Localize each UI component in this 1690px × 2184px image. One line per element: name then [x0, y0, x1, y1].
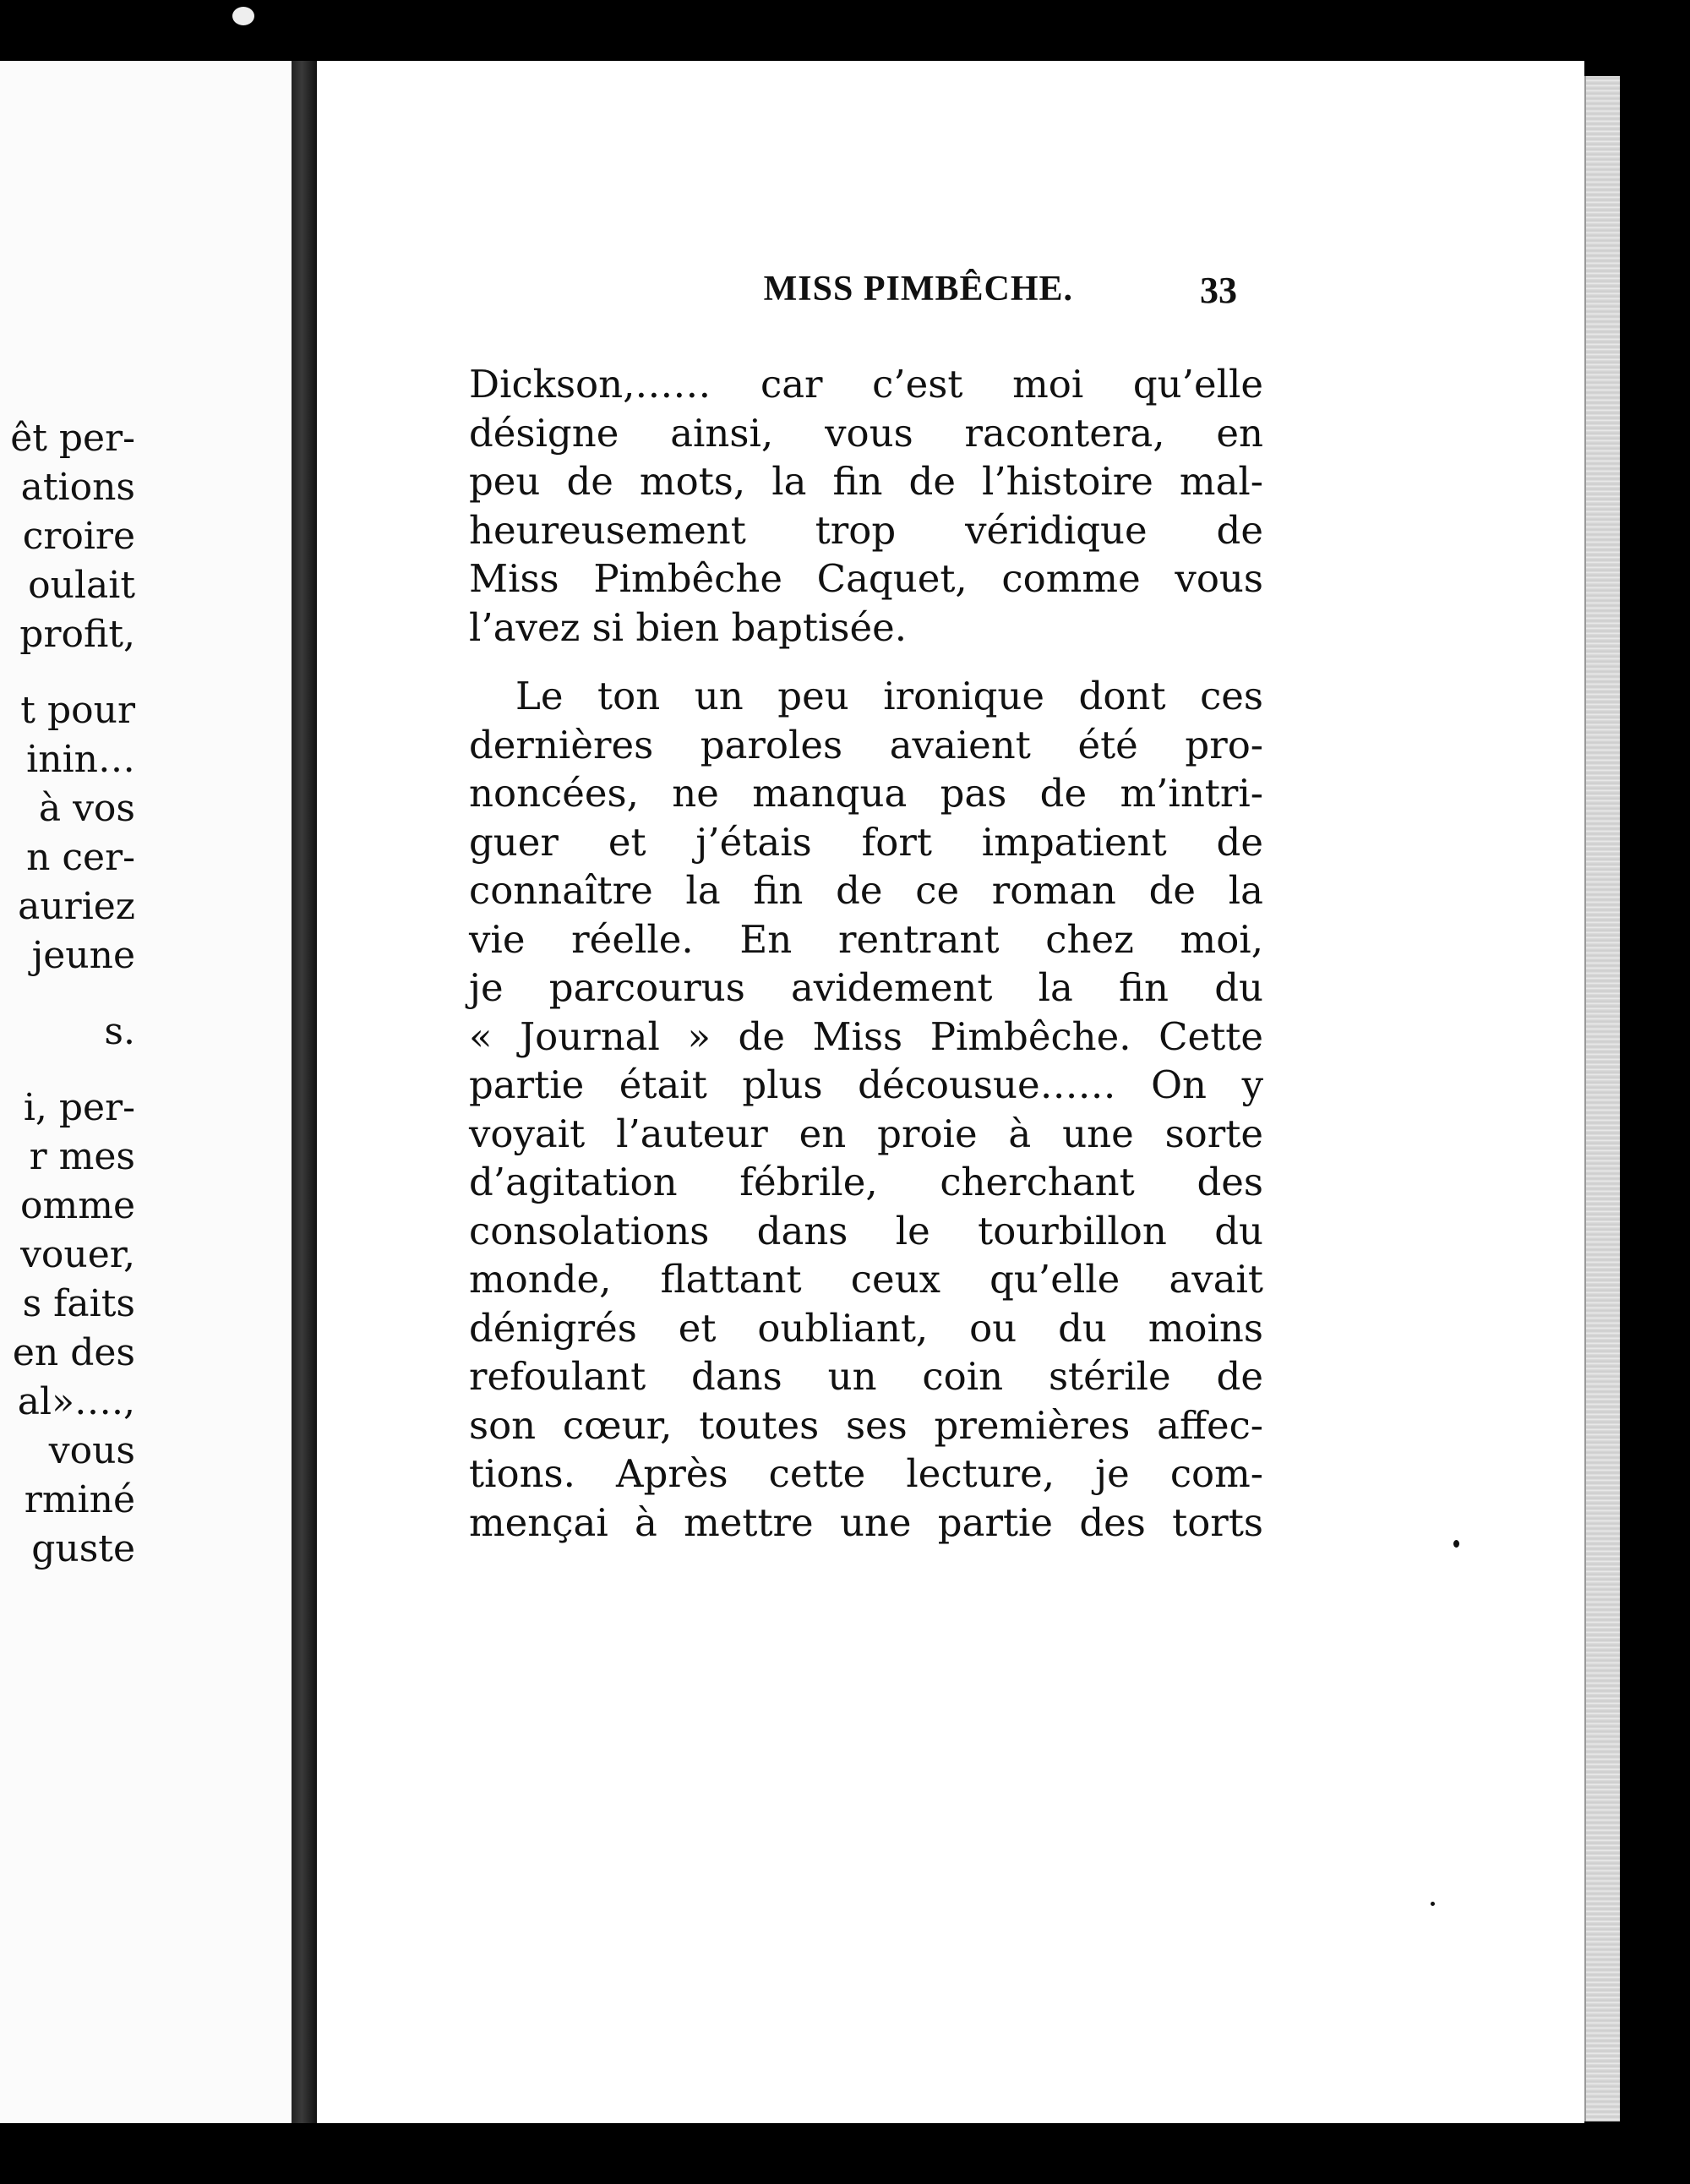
- text-line: Le ton un peu ironique dont ces: [515, 674, 1263, 718]
- text-line: consolations dans le tourbillon du: [469, 1208, 1263, 1253]
- text-line: dernières paroles avaient été pro-: [469, 722, 1263, 767]
- page-body: [469, 360, 1263, 1547]
- text-line: d’agitation fébrile, cherchant des: [469, 1160, 1263, 1204]
- text-line: heureusement trop véridique de: [469, 507, 1263, 553]
- paragraph-1: [469, 360, 1263, 652]
- left-line: jeune: [31, 934, 135, 977]
- left-line: s.: [104, 1010, 135, 1053]
- left-line: i, per-: [23, 1086, 135, 1129]
- page-edge: [1584, 76, 1620, 2121]
- paragraph-2: [469, 672, 1263, 1547]
- text-line: l’avez si bien baptisée.: [469, 604, 908, 650]
- running-title: MISS PIMBÊCHE.: [763, 270, 1073, 308]
- running-head: [346, 269, 1259, 319]
- text-line: monde, flattant ceux qu’elle avait: [469, 1257, 1263, 1302]
- left-line: vouer,: [20, 1233, 135, 1276]
- left-line: omme: [20, 1184, 135, 1227]
- scan-speck: [232, 7, 254, 25]
- text-line: désigne ainsi, vous racontera, en: [469, 410, 1263, 456]
- left-page-text: [0, 414, 135, 1574]
- text-line: voyait l’auteur en proie à une sorte: [469, 1111, 1263, 1156]
- text-line: refoulant dans un coin stérile de: [469, 1354, 1263, 1399]
- text-line: tions. Après cette lecture, je com-: [469, 1451, 1263, 1496]
- left-line: à vos: [38, 787, 135, 830]
- left-line: n cer-: [26, 836, 135, 879]
- left-line: r mes: [29, 1135, 135, 1178]
- left-line: ations: [20, 466, 135, 509]
- left-line: en des: [12, 1331, 135, 1374]
- text-line: vie réelle. En rentrant chez moi,: [469, 916, 1263, 962]
- text-line: guer et j’étais fort impatient de: [469, 819, 1263, 865]
- left-line: êt per-: [10, 417, 135, 460]
- left-line: al»….,: [17, 1380, 135, 1423]
- text-line: Miss Pimbêche Caquet, comme vous: [469, 556, 1263, 601]
- left-page-fragment: [0, 61, 292, 2123]
- left-line: t pour: [20, 689, 135, 732]
- text-line: dénigrés et oubliant, ou du moins: [469, 1305, 1263, 1351]
- left-line: profit,: [19, 613, 135, 656]
- left-line: inin…: [26, 738, 135, 781]
- paragraph-gap: [469, 652, 1263, 672]
- left-line: guste: [31, 1527, 135, 1570]
- left-line: rminé: [24, 1478, 135, 1521]
- text-line: « Journal » de Miss Pimbêche. Cette: [469, 1013, 1263, 1059]
- scan-speck: [1453, 1540, 1459, 1548]
- text-line: son cœur, toutes ses premières affec-: [469, 1402, 1263, 1448]
- text-line: je parcourus avidement la fin du: [469, 965, 1263, 1010]
- left-line: vous: [48, 1429, 135, 1472]
- text-line: Dickson,…… car c’est moi qu’elle: [469, 362, 1263, 407]
- book-gutter: [292, 61, 317, 2123]
- text-line: noncées, ne manqua pas de m’intri-: [469, 771, 1263, 816]
- left-line: oulait: [28, 564, 135, 607]
- text-line: partie était plus décousue…… On y: [469, 1062, 1263, 1107]
- text-line: peu de mots, la fin de l’histoire mal-: [469, 459, 1263, 504]
- text-line: mençai à mettre une partie des torts: [469, 1499, 1263, 1545]
- left-line: croire: [22, 515, 135, 558]
- text-line: connaître la fin de ce roman de la: [469, 868, 1263, 913]
- scan-speck: [1431, 1902, 1435, 1906]
- left-line: s faits: [22, 1282, 135, 1325]
- page-number: 33: [1200, 270, 1237, 311]
- left-line: auriez: [18, 885, 135, 928]
